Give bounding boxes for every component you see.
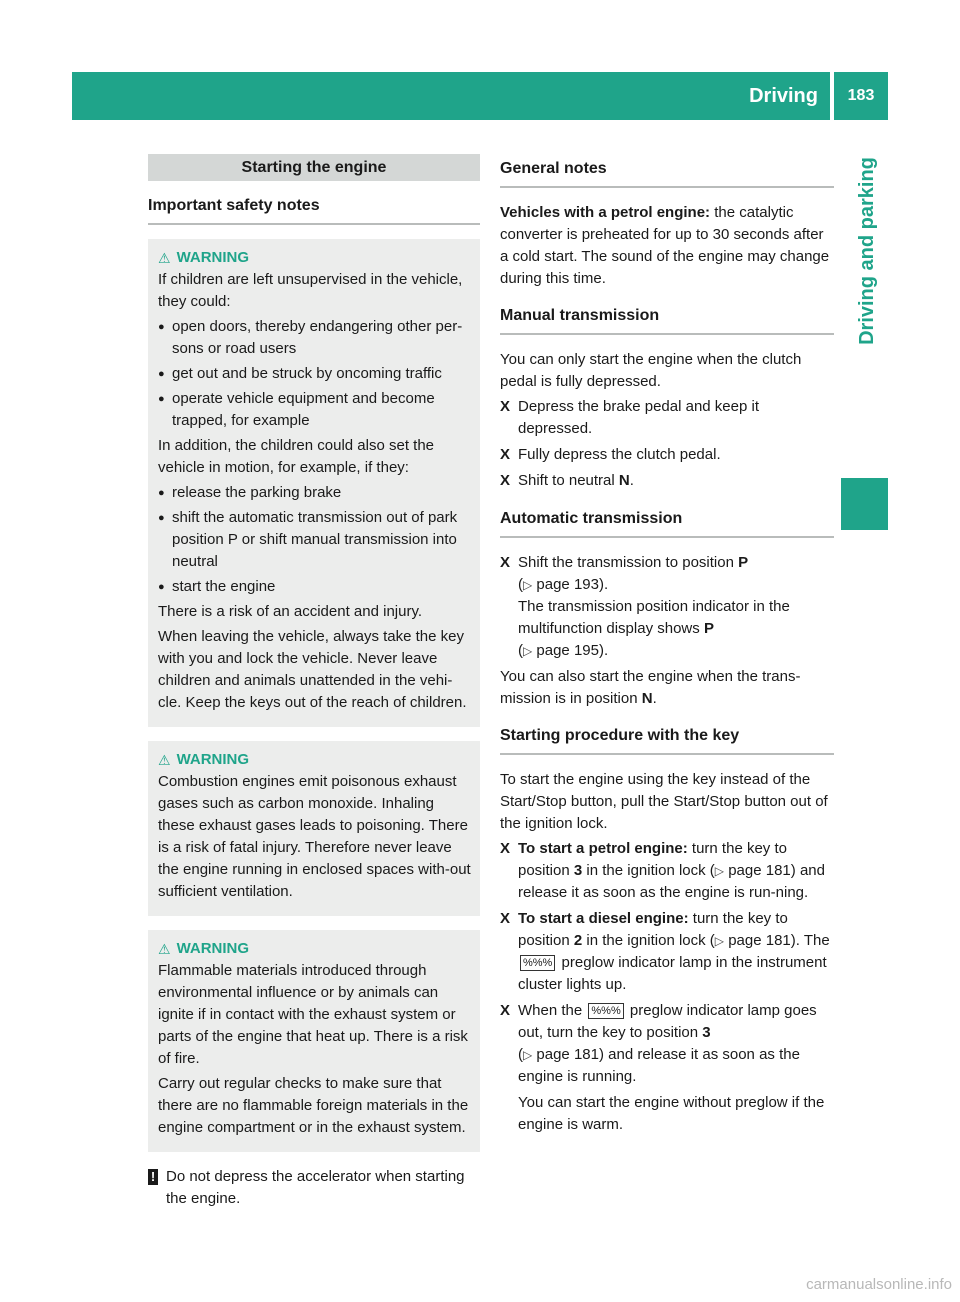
step-item xyxy=(500,444,834,466)
list-item xyxy=(158,507,472,573)
step-arrow-icon: X xyxy=(500,1002,511,1019)
page-ref-icon: ▷ xyxy=(523,1048,533,1062)
heading-automatic-transmission: Automatic transmission xyxy=(500,504,834,538)
warning-text: Carry out regular checks to make sure that there are no flammable foreign materials in the engine compartment or in the exhaust system. xyxy=(158,1075,469,1136)
preglow-indicator-icon: %%% xyxy=(520,955,555,971)
list-item-text: operate vehicle equipment and become trapped, for example xyxy=(172,390,435,429)
page-ref-icon: ▷ xyxy=(523,644,533,658)
bold-lead: To start a diesel engine: xyxy=(518,910,689,927)
step-item xyxy=(500,908,834,996)
page-reference[interactable]: page 195). xyxy=(536,642,609,659)
manual-intro: You can only start the engine when the clutch pedal is fully depressed. xyxy=(500,351,802,390)
automatic-note: You can also start the engine when the trans-mission is in position N. xyxy=(500,668,801,707)
warning-text: Combustion engines emit poisonous exhaust gases such as carbon monoxide. Inhaling these exhaust gases leads to poisoning. There is a risk of fatal injury. Therefore never leave the engine running in enclosed spaces with-out sufficient ventilation. xyxy=(158,773,471,900)
exclamation-icon: ! xyxy=(148,1169,158,1185)
warning-advice: When leaving the vehicle, always take the key with you and lock the vehicle. Never leave children and animals unattended in the vehi-cle. Keep the keys out of the reach of children. xyxy=(158,628,467,711)
bullet-icon: ● xyxy=(158,487,165,499)
bullet-list-b xyxy=(158,482,472,598)
heading-general-notes: General notes xyxy=(500,154,834,188)
bullet-icon: ● xyxy=(158,321,165,333)
step-text: Shift the transmission to position xyxy=(518,554,734,571)
heading-starting-with-key: Starting procedure with the key xyxy=(500,721,834,755)
warning-intro: If children are left unsupervised in the vehicle, they could: xyxy=(158,271,463,310)
gear-position: P xyxy=(738,554,749,571)
step-text: Depress the brake pedal and keep it depressed. xyxy=(518,398,759,437)
bullet-icon: ● xyxy=(158,393,165,405)
heading-manual-transmission: Manual transmission xyxy=(500,301,834,335)
list-item-text: open doors, thereby endangering other per-sons or road users xyxy=(172,318,463,357)
key-position: 2 xyxy=(573,932,583,949)
step-arrow-icon: X xyxy=(500,840,511,857)
page-ref-icon: ▷ xyxy=(714,934,725,948)
note-accelerator xyxy=(148,1166,480,1210)
page-number: 183 xyxy=(834,72,888,120)
step-text: turn the key to position xyxy=(518,840,787,879)
warning-label: WARNING xyxy=(176,249,250,266)
header-section-title: Driving xyxy=(749,85,818,107)
step-item xyxy=(500,396,834,440)
list-item-text: shift the automatic transmission out of park position P or shift manual transmission into neutral xyxy=(172,509,458,570)
general-notes-text xyxy=(500,202,834,290)
bold-lead: Vehicles with a petrol engine: xyxy=(500,204,711,221)
list-item-text: start the engine xyxy=(172,578,276,595)
step-arrow-icon: X xyxy=(500,910,511,927)
step-text: The xyxy=(803,932,830,949)
warning-mid-text: In addition, the children could also set the vehicle in motion, for example, if they: xyxy=(158,437,435,476)
bullet-list-a xyxy=(158,316,472,432)
left-column xyxy=(148,154,480,1210)
page-reference[interactable]: page 181) and release it as soon as the engine is running. xyxy=(518,1046,800,1085)
preglow-indicator-icon: %%% xyxy=(588,1003,623,1019)
step-text: The transmission position indicator in the multifunction display shows xyxy=(518,598,790,637)
page-reference[interactable]: page 193). xyxy=(536,576,609,593)
page-reference[interactable]: page 181) xyxy=(728,862,796,879)
note-text: Do not depress the accelerator when starting the engine. xyxy=(166,1168,465,1207)
step-text: and release it as soon as the engine is run-ning. xyxy=(518,862,825,901)
list-item xyxy=(158,316,472,360)
key-position: 3 xyxy=(702,1024,711,1041)
key-position: 3 xyxy=(573,862,583,879)
section-banner: Starting the engine xyxy=(148,154,480,181)
step-arrow-icon: X xyxy=(500,554,511,571)
page-reference[interactable]: page 181). xyxy=(728,932,800,949)
right-column xyxy=(500,154,834,1140)
note-text: You can also start the engine when the trans-mission is in position xyxy=(500,668,801,707)
bullet-icon: ● xyxy=(158,368,165,380)
warning-triangle-icon: ⚠ xyxy=(158,941,171,957)
step-text: Shift to neutral xyxy=(518,472,615,489)
list-item-text: get out and be struck by oncoming traffic xyxy=(172,365,442,382)
step-text: When the xyxy=(518,1002,583,1019)
heading-safety-notes: Important safety notes xyxy=(148,191,480,225)
warning-triangle-icon: ⚠ xyxy=(158,752,171,768)
gear-position: P xyxy=(703,620,714,637)
warning-box-flammable xyxy=(148,930,480,1152)
step-item xyxy=(500,838,834,904)
step-item: X Shift the transmission to position P (▷ page 193). The transmission position indicator in the multifunction display shows P (▷ page 195). xyxy=(500,554,790,659)
gear-position: N xyxy=(618,472,630,489)
warning-box-children xyxy=(148,239,480,727)
list-item xyxy=(158,482,472,504)
step-arrow-icon: X xyxy=(500,472,511,489)
step-text: in the ignition lock ( xyxy=(586,932,715,949)
step-arrow-icon: X xyxy=(500,446,511,463)
bullet-icon: ● xyxy=(158,512,165,524)
warning-box-exhaust xyxy=(148,741,480,916)
list-item-text: release the parking brake xyxy=(172,484,342,501)
step-arrow-icon: X xyxy=(500,398,511,415)
warning-title xyxy=(158,247,472,269)
list-item xyxy=(158,576,472,598)
side-tab-block xyxy=(841,478,888,530)
bullet-icon: ● xyxy=(158,581,165,593)
warning-triangle-icon: ⚠ xyxy=(158,250,171,266)
page-ref-icon: ▷ xyxy=(714,864,725,878)
step-text: preglow indicator lamp goes out, turn the key to position xyxy=(518,1002,817,1041)
step-text: Fully depress the clutch pedal. xyxy=(518,446,721,463)
step-text: preglow indicator lamp in the instrument cluster lights up. xyxy=(518,954,827,993)
key-intro: To start the engine using the key instead of the Start/Stop button, pull the Start/Stop button out of the ignition lock. xyxy=(500,771,828,832)
bold-lead: To start a petrol engine: xyxy=(518,840,688,857)
step-item: X Shift to neutral N. xyxy=(500,470,834,492)
warning-risk: There is a risk of an accident and injury. xyxy=(158,603,423,620)
gear-position: N xyxy=(641,690,653,707)
step-text: in the ignition lock ( xyxy=(586,862,715,879)
lead-text: the catalytic converter is preheated for up to 30 seconds after a cold start. The sound of the engine may change during this time. xyxy=(500,204,830,287)
warning-title xyxy=(158,749,472,771)
warning-text: Flammable materials introduced through environmental influence or by animals can ignite if in contact with the exhaust system or parts of the engine that heat up. There is a risk of fire. xyxy=(158,962,468,1067)
step-text: turn the key to position xyxy=(518,910,788,949)
step-extra: You can start the engine without preglow if the engine is warm. xyxy=(518,1094,825,1133)
watermark: carmanualsonline.info xyxy=(806,1276,952,1293)
warning-label: WARNING xyxy=(176,940,250,957)
page-ref-icon: ▷ xyxy=(523,578,533,592)
side-tab-label: Driving and parking xyxy=(856,157,878,345)
list-item xyxy=(158,363,472,385)
step-item: X When the %%% preglow indicator lamp goes out, turn the key to position 3 (▷ page 181) and release it as soon as the engine is running. You can start the engine without preglow if the engine is warm. xyxy=(500,1000,834,1136)
list-item xyxy=(158,388,472,432)
warning-label: WARNING xyxy=(176,751,250,768)
warning-title xyxy=(158,938,472,960)
